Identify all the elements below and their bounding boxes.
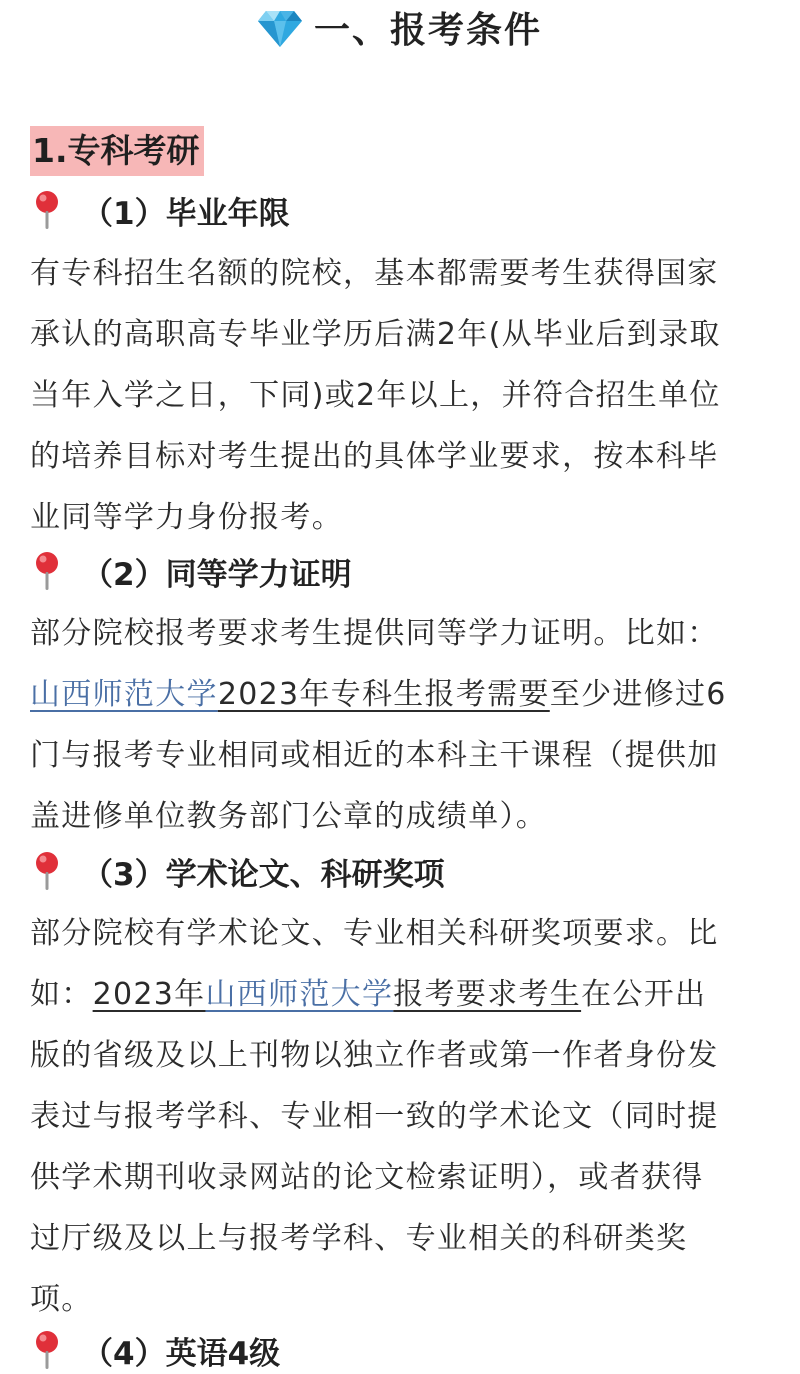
pin-icon xyxy=(30,1330,64,1370)
university-link[interactable]: 山西师范大学 xyxy=(205,977,394,1012)
pin-icon xyxy=(30,851,64,891)
subheading-text: （2）同等学力证明 xyxy=(82,556,352,593)
text-line xyxy=(30,964,775,1025)
pin-icon xyxy=(30,551,64,591)
underlined-text: 2023年专科生报考需要 xyxy=(217,677,550,712)
paragraph-graduation-years xyxy=(30,243,775,548)
title-text: 一、报考条件 xyxy=(313,9,542,51)
text-segment: 如： xyxy=(30,977,93,1012)
text-line: 业同等学力身份报考。 xyxy=(30,500,343,535)
subheading-text: （1）毕业年限 xyxy=(82,195,290,232)
section-title: 1.专科考研 xyxy=(30,126,204,176)
text-line: 盖进修单位教务部门公章的成绩单）。 xyxy=(30,799,548,834)
text-segment: 至少进修过6 xyxy=(549,677,727,712)
subheading-english-cet4 xyxy=(30,1327,280,1373)
subheading-graduation-years xyxy=(30,187,290,233)
text-line: 的培养目标对考生提出的具体学业要求，按本科毕 xyxy=(30,439,719,474)
pin-icon xyxy=(30,190,64,230)
text-line: 当年入学之日，下同)或2年以上，并符合招生单位 xyxy=(30,378,721,413)
text-line: 项。 xyxy=(30,1282,93,1317)
text-line: 版的省级及以上刊物以独立作者或第一作者身份发 xyxy=(30,1038,719,1073)
text-line: 有专科招生名额的院校，基本都需要考生获得国家 xyxy=(30,256,719,291)
text-line: 供学术期刊收录网站的论文检索证明），或者获得 xyxy=(30,1160,704,1195)
subheading-equivalent-proof xyxy=(30,548,352,594)
paragraph-equivalent-proof xyxy=(30,603,775,847)
subheading-text: （3）学术论文、科研奖项 xyxy=(82,856,445,893)
paragraph-papers-awards xyxy=(30,903,775,1330)
page-title xyxy=(0,0,800,54)
text-line: 表过与报考学科、专业相一致的学术论文（同时提 xyxy=(30,1099,719,1134)
underlined-text: 2023年 xyxy=(92,977,206,1012)
subheading-text: （4）英语4级 xyxy=(82,1335,281,1372)
text-line: 承认的高职高专毕业学历后满2年(从毕业后到录取 xyxy=(30,317,721,352)
text-line: 过厅级及以上与报考学科、专业相关的科研类奖 xyxy=(30,1221,688,1256)
text-line: 部分院校有学术论文、专业相关科研奖项要求。比 xyxy=(30,916,719,951)
underlined-text: 报考要求考生 xyxy=(393,977,582,1012)
text-line: 部分院校报考要求考生提供同等学力证明。比如： xyxy=(30,616,719,651)
text-segment: 在公开出 xyxy=(581,977,707,1012)
text-line: 门与报考专业相同或相近的本科主干课程（提供加 xyxy=(30,738,719,773)
subheading-papers-awards xyxy=(30,848,445,894)
text-line xyxy=(30,664,775,725)
diamond-icon xyxy=(258,7,302,47)
university-link[interactable]: 山西师范大学 xyxy=(30,677,218,712)
